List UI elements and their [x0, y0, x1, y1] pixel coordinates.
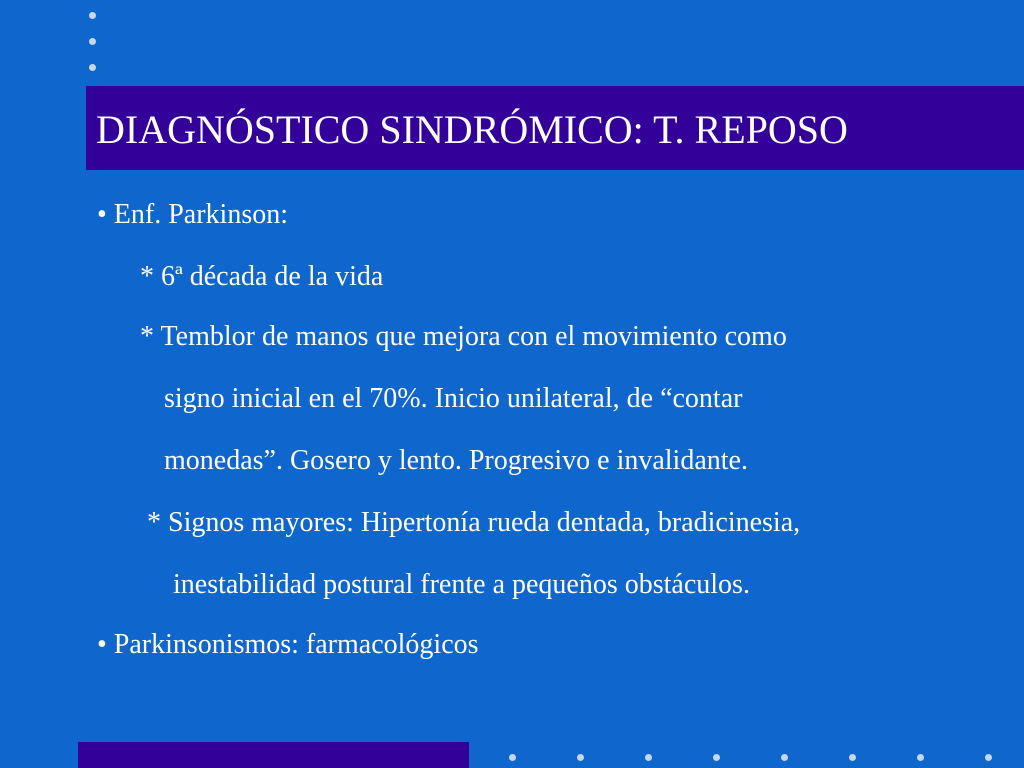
continuation-line: signo inicial en el 70%. Inicio unilateral, de “contar — [164, 383, 743, 414]
decorative-dot — [917, 754, 924, 761]
bottom-accent-bar — [78, 742, 469, 768]
decorative-dot — [89, 64, 96, 71]
continuation-line: inestabilidad postural frente a pequeños obstáculos. — [173, 569, 750, 600]
bullet-line: • Parkinsonismos: farmacológicos — [97, 629, 479, 660]
decorative-dot — [577, 754, 584, 761]
decorative-dot — [509, 754, 516, 761]
bullet-line: • Enf. Parkinson: — [97, 199, 289, 230]
decorative-dot — [89, 38, 96, 45]
decorative-dot — [781, 754, 788, 761]
sub-bullet-line: * Temblor de manos que mejora con el movimiento como — [140, 321, 787, 352]
sub-bullet-line: * 6ª década de la vida — [140, 261, 384, 292]
slide-title: DIAGNÓSTICO SINDRÓMICO: T. REPOSO — [96, 107, 848, 152]
decorative-dot — [985, 754, 992, 761]
title-bar — [86, 86, 1024, 170]
decorative-dot — [713, 754, 720, 761]
decorative-dot — [89, 12, 96, 19]
continuation-line: monedas”. Gosero y lento. Progresivo e invalidante. — [164, 445, 748, 476]
decorative-dot — [849, 754, 856, 761]
sub-bullet-line: * Signos mayores: Hipertonía rueda dentada, bradicinesia, — [147, 507, 801, 538]
decorative-dot — [645, 754, 652, 761]
